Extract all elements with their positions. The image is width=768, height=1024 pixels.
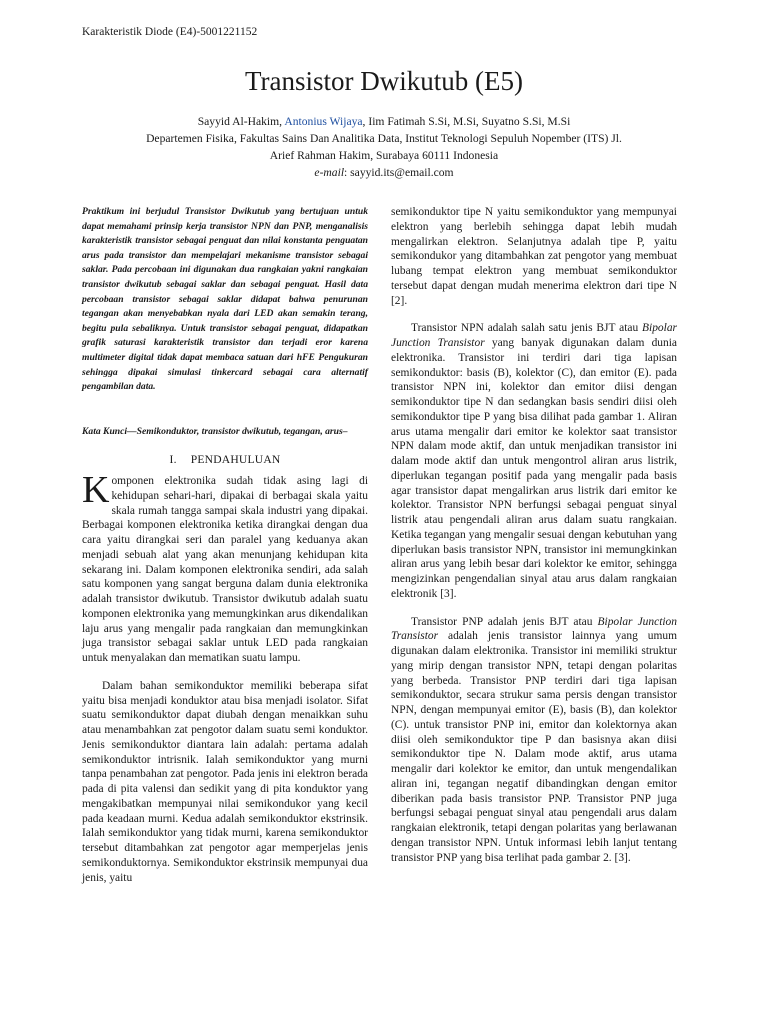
affiliation-line-1: Departemen Fisika, Fakultas Sains Dan Analitika Data, Institut Teknologi Sepuluh Nopember (ITS) Jl. <box>146 132 622 145</box>
email-value: : sayyid.its@email.com <box>344 166 454 179</box>
npn-bjt-term: Bipolar Junction Transistor <box>391 322 677 349</box>
section-title: PENDAHULUAN <box>190 453 281 467</box>
pnp-paragraph-start: Transistor PNP adalah jenis BJT atau <box>411 615 598 628</box>
author-block <box>0 113 768 181</box>
intro-paragraph-2: Dalam bahan semikonduktor memiliki beberapa sifat yaitu bisa menjadi konduktor atau bisa menjadi isolator. Sifat suatu semikonduktor dapat diubah dengan menaikkan suhu atau menambahkan zat pengotor dalam suatu semi konduktor. Jenis semikonduktor diantara lain adalah: pertama adalah semikonduktor intrisnik. Ialah semikonduktor yang murni tanpa penambahan zat pengotor. Pada jenis ini elektron berada pada di pita valensi dan sedikit yang di pita konduktor yang mengakibatkan mempunyai nilai semikondukor yang kecil pada keadaan murni. Kedua adalah semikonduktor ekstrinsik. Ialah semikonduktor yang tidak murni, karena semikonduktor tersebut ditambahkan zat pengotor agar memperjelas jenis semikonduktornya. Semikonduktor ekstrinsik mempunyai dua jenis, yaitu <box>82 679 368 884</box>
npn-paragraph <box>391 321 677 601</box>
affiliation-line-2: Arief Rahman Hakim, Surabaya 60111 Indonesia <box>269 149 499 162</box>
npn-paragraph-rest: yang banyak digunakan dalam dunia elektronika. Transistor ini terdiri dari tiga lapisan semikonduktor: basis (B), kolektor (C), dan emitor (E). pada transistor NPN ini, kolektor dan emitor diisi dengan semikonduktor tipe N dan sedangkan basis sendiri diisi oleh semikonduktor tipe P yang bisa dilihat pada gambar 1. Aliran arus utama mengalir dari emitor ke kolektor saat transistor NPN dalam mode aktif, dan untuk menjadikan transistor ini dalam mode aktif dan untuk mengontrol aliran arus listrik, diperlukan tegangan positif pada yang mengalir pada basis agar transistor dapat mengalirkan arus listrik dari emitor ke kolektor. Transistor NPN berfungsi sebagai penguat sinyal listrik atau pengendali aliran arus dalam suatu rangkaian. Ketika tegangan yang mengalir sesuai dengan kebutuhan yang diperlukan basis transistor NPN, transistor ini memungkinkan aliran arus yang lebih besar dari kolektor ke emitor, sehingga mengizinkan pengendalian sinyal atau arus dalam rangkaian elektronik [3]. <box>391 337 677 600</box>
abstract: Praktikum ini berjudul Transistor Dwikutub yang bertujuan untuk dapat memahami prinsip kerja transistor NPN dan PNP, menganalisis karakteristik transistor sebagai penguat dan nilai konstanta penguatan arus pada transistor dan mempelajari mekanisme transistor sebagai saklar. Pada percobaan ini digunakan dua rangkaian yakni rangkaian transistor dwikutub sebagai saklar dan sebagai penguat. Hasil data percobaan transistor sebagai saklar didapat bahwa penurunan tegangan akan menyebabkan nyala dari LED akan semakin terang, begitu pula sebaliknya. Untuk transistor sebagai penguat, didapatkan grafik saturasi karakteristik transistor dan terjadi eror karena multimeter digital tidak dapat membaca satuan dari hFE Pengukuran sehingga dipakai simulasi tinkercard sebagai cara alternatif pengambilan data. <box>82 206 368 393</box>
paper-title: Transistor Dwikutub (E5) <box>244 66 523 96</box>
right-paragraph-1: semikonduktor tipe N yaitu semikonduktor yang mempunyai elektron yang berlebih sehingga dapat lebih mudah mengalirkan elektron. Selanjutnya adalah tipe P, yaitu semikondukor yang ditambahkan zat pengotor yang membuat lubang tempat elektron yang membuat semikonduktor tersebut dapat dengan mudah menerima elektron dari tipe N [2]. <box>391 206 677 307</box>
section-heading <box>82 453 368 468</box>
pnp-paragraph-rest: adalah jenis transistor lainnya yang umum digunakan dalam elektronika. Transistor ini memiliki struktur yang mirip dengan transistor NPN, tetapi dengan polaritas yang berbeda. Transistor PNP terdiri dari tiga lapisan semikonduktor, secara strukur sama persis dengan transistor NPN, dengan mempunyai emitor (E), basis (B), dan kolektor (C). untuk transistor PNP ini, emitor dan kolektornya akan diisi oleh semikonduktor tipe P dan basisnya akan diisi semikonduktor tipe N. Dalam mode aktif, arus utama mengalir dari kolektor ke emitor, dan untuk mengendalikan aliran ini, tegangan negatif dibandingkan dengan emitor diberikan pada basis transistor PNP. Transistor PNP juga berfungsi sebagai penguat sinyal atau pengendali arus dalam rangkaian elektronik, tetapi dengan polaritas yang berlawanan dengan transistor NPN. Untuk informasi lebih lanjut tentang transistor PNP yang bisa terlihat pada gambar 2. [3]. <box>391 630 677 864</box>
keywords: Kata Kunci—Semikonduktor, transistor dwikutub, tegangan, arus– <box>82 425 348 437</box>
pnp-bjt-term: Bipolar Junction Transistor <box>391 615 677 643</box>
right-column <box>391 205 677 865</box>
intro-paragraph-1-text: omponen elektronika sudah tidak asing lagi di kehidupan sehari-hari, dipakai di berbagai skala yaitu skala rumah tangga sampai skala industri yang dipakai. Berbagai komponen elektronika ketika dirangkai dengan dua cara yaitu dirangkai seri dan paralel yang keduanya akan menjadi sebuah alat yang akan menunjang kehidupan kita sekarang ini. Dalam komponen elektronika sendiri, ada salah satu komponen yang sangat berguna dalam dunia elektronika adalah transistor dwikutub. Transistor dwikutub adalah suatu komponen elektronika yang memungkinkan arus dikendalikan laju arus yang mengalir pada rangkaian dan memungkinkan juga transistor sebagai saklar untuk LED pada rangkaian untuk menyalakan dan mematikan suatu lampu. <box>82 475 368 665</box>
npn-paragraph-start: Transistor NPN adalah salah satu jenis BJT atau <box>411 322 643 335</box>
drop-cap: K <box>82 469 110 512</box>
author-list <box>0 113 768 130</box>
authors-part-1: Sayyid Al-Hakim, <box>197 115 285 128</box>
intro-paragraph-1 <box>82 469 368 666</box>
pnp-paragraph <box>391 615 677 866</box>
author-link[interactable]: Antonius Wijaya <box>284 115 363 128</box>
section-number: I. <box>169 453 177 467</box>
left-column <box>82 205 368 885</box>
running-header: Karakteristik Diode (E4)-5001221152 <box>82 26 258 38</box>
authors-part-2: , Iim Fatimah S.Si, M.Si, Suyatno S.Si, M.Si <box>362 115 571 128</box>
email-line <box>0 164 768 181</box>
email-label: e-mail <box>314 166 345 179</box>
